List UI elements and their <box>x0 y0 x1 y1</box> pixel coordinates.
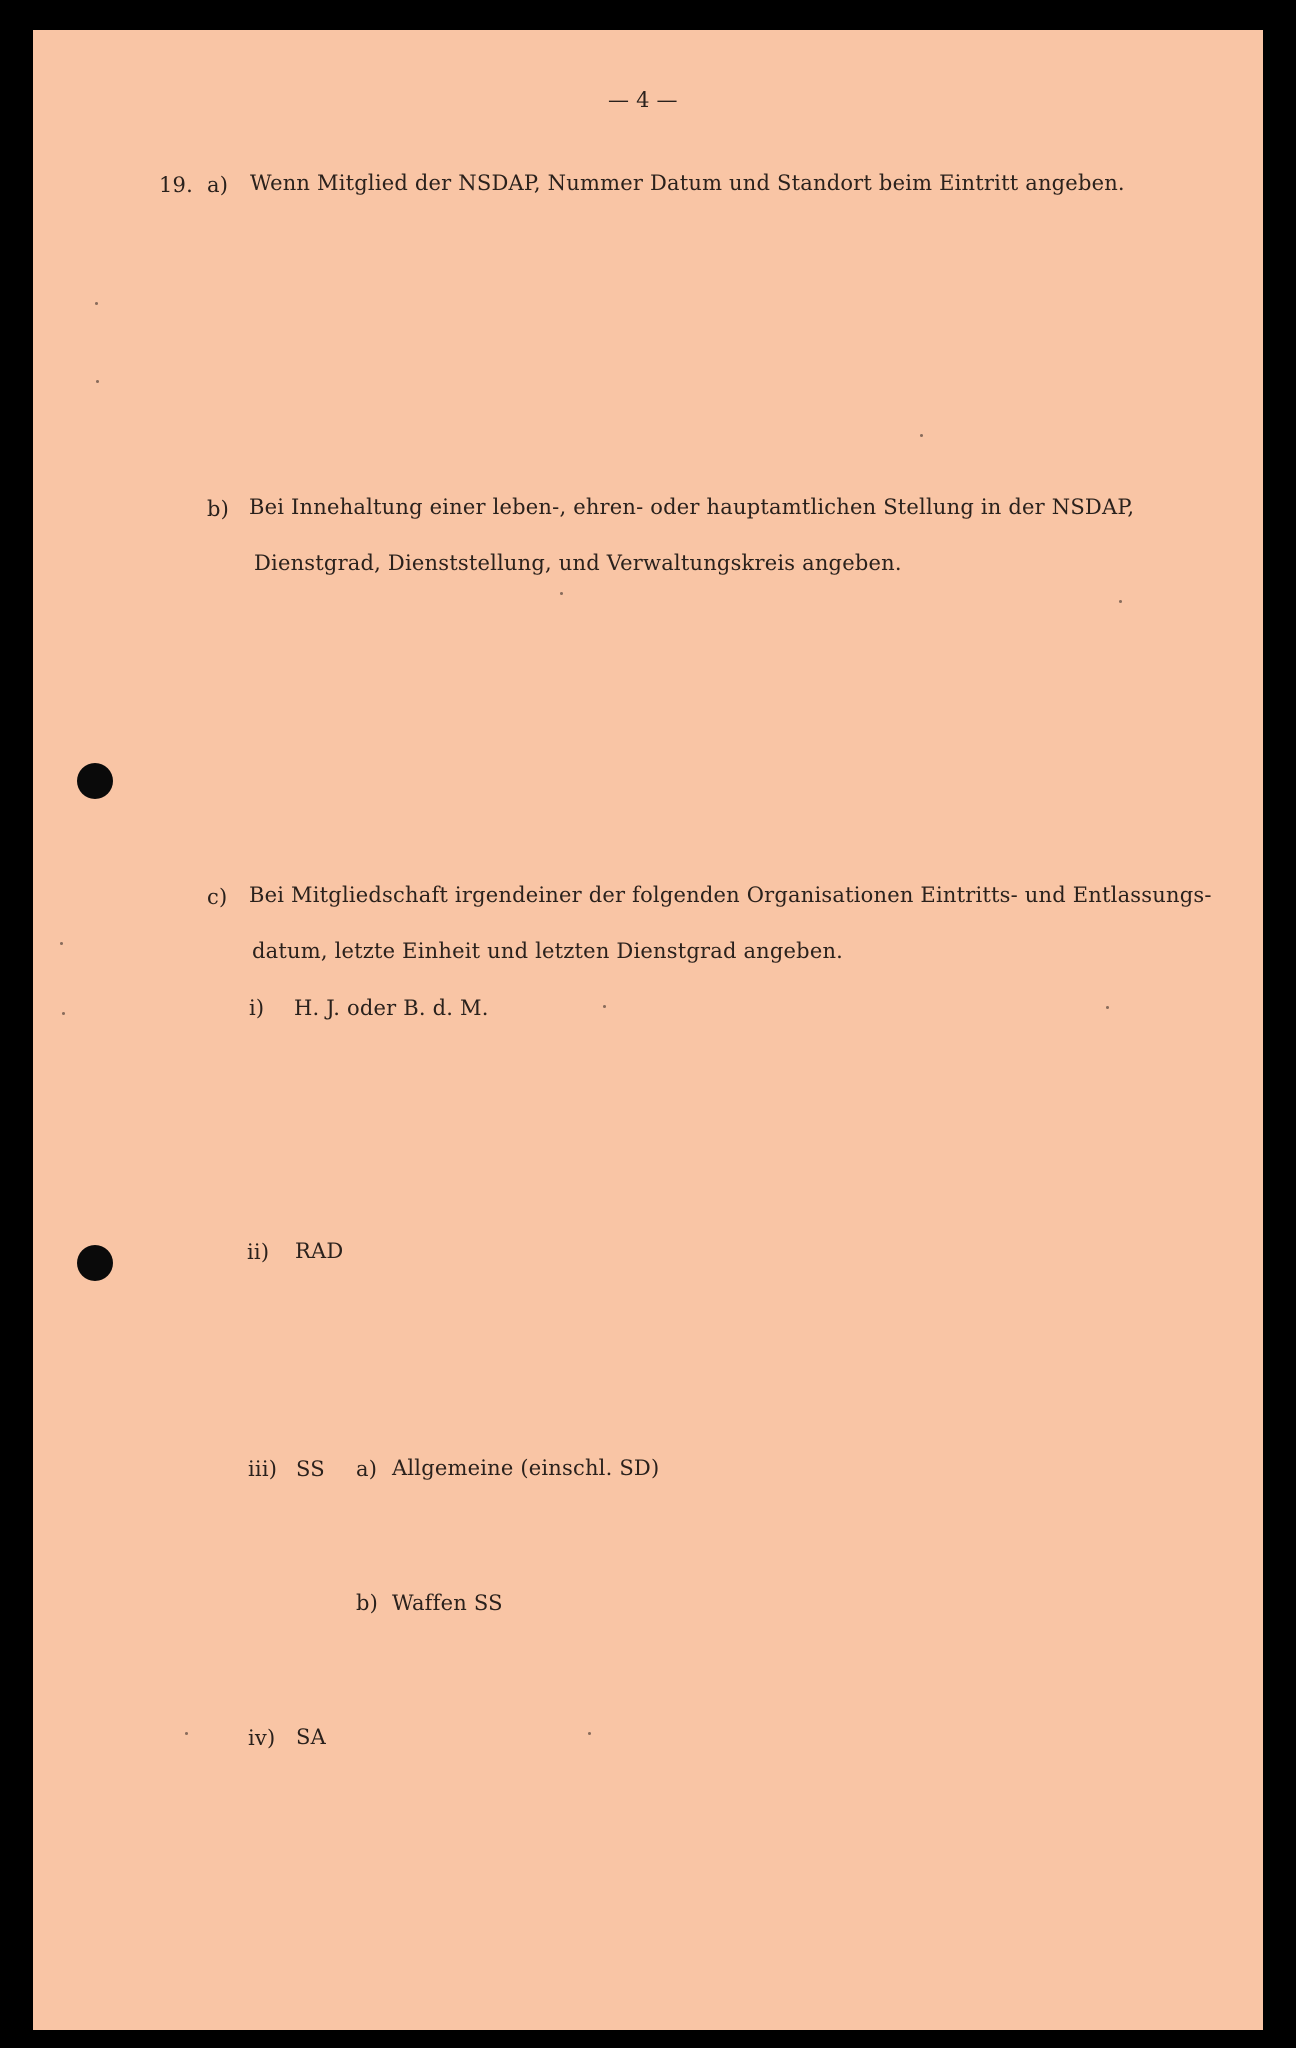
item-iii-label: iii) <box>248 1457 278 1481</box>
item-iii-sub-a-label: a) <box>356 1457 378 1481</box>
paper-speck <box>60 942 63 945</box>
punch-hole-lower <box>77 1245 113 1281</box>
paper-speck <box>1119 600 1122 603</box>
item-iv-label: iv) <box>248 1726 276 1750</box>
q19a-label: a) <box>207 173 229 197</box>
paper-speck <box>95 302 98 305</box>
q19a-text: Wenn Mitglied der NSDAP, Nummer Datum und Standort beim Eintritt angeben. <box>250 171 1125 195</box>
question-number: 19. <box>159 173 193 197</box>
item-ii-text: RAD <box>295 1239 344 1263</box>
paper-speck <box>62 1012 65 1015</box>
page-number: — 4 — <box>608 88 678 112</box>
paper-speck <box>1106 1006 1109 1009</box>
paper-speck <box>560 592 563 595</box>
q19c-line2: datum, letzte Einheit und letzten Dienstgrad angeben. <box>252 939 844 963</box>
item-iii-text: SS <box>296 1457 325 1481</box>
document-page <box>33 30 1263 2030</box>
item-i-text: H. J. oder B. d. M. <box>294 996 489 1020</box>
item-iii-sub-b-label: b) <box>356 1591 379 1615</box>
item-i-label: i) <box>249 996 265 1020</box>
paper-speck <box>588 1732 591 1735</box>
q19b-line1: Bei Innehaltung einer leben-, ehren- oder hauptamtlichen Stellung in der NSDAP, <box>249 495 1135 519</box>
item-iv-text: SA <box>296 1725 326 1749</box>
paper-speck <box>185 1732 188 1735</box>
q19b-line2: Dienstgrad, Dienststellung, und Verwaltungskreis angeben. <box>254 551 902 575</box>
item-ii-label: ii) <box>247 1240 270 1264</box>
punch-hole-upper <box>77 763 113 799</box>
q19c-label: c) <box>207 885 228 909</box>
q19c-line1: Bei Mitgliedschaft irgendeiner der folgenden Organisationen Eintritts- und Entlassungs- <box>249 883 1212 907</box>
paper-speck <box>96 380 99 383</box>
paper-speck <box>920 434 923 437</box>
q19b-label: b) <box>207 497 230 521</box>
paper-speck <box>603 1005 606 1008</box>
item-iii-sub-b-text: Waffen SS <box>392 1591 503 1615</box>
item-iii-sub-a-text: Allgemeine (einschl. SD) <box>392 1456 660 1480</box>
